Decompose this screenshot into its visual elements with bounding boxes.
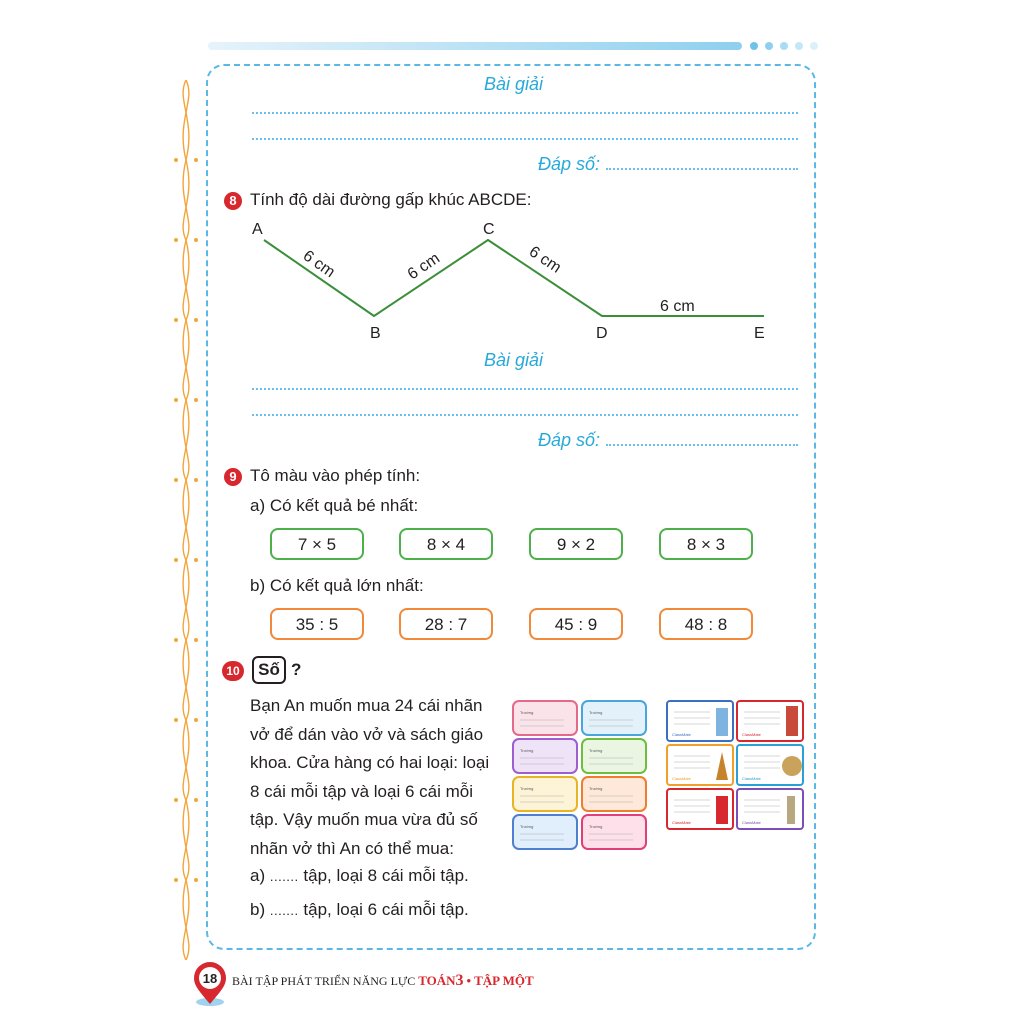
problem-line: vở để dán vào vở và sách giáo <box>250 724 484 744</box>
answer-a-prefix: a) <box>250 866 266 885</box>
label-sticker-set-1 <box>512 700 648 852</box>
segment-cd-label: 6 cm <box>525 243 565 277</box>
expression-box[interactable]: 45 : 9 <box>529 608 623 640</box>
problem-line: khoa. Cửa hàng có hai loại: loại <box>250 753 490 772</box>
expression-box[interactable]: 9 × 2 <box>529 528 623 560</box>
footer-volume: TẬP MỘT <box>474 973 534 988</box>
footer-grade: 3 <box>455 972 464 989</box>
part-b-label: b) Có kết quả lớn nhất: <box>250 576 424 595</box>
so-label-box: Số <box>252 656 286 684</box>
answer-a-suffix: tập, loại 8 cái mỗi tập. <box>303 866 469 885</box>
answer-b <box>250 900 469 920</box>
sticker-brand: ClassMate <box>672 820 691 825</box>
footer-title <box>232 972 534 990</box>
answer-b-prefix: b) <box>250 900 266 919</box>
expression-box[interactable]: 7 × 5 <box>270 528 364 560</box>
expression-box[interactable]: 28 : 7 <box>399 608 493 640</box>
label-sticker-set-2 <box>666 700 804 832</box>
problem-text <box>250 692 510 863</box>
part-a-label: a) Có kết quả bé nhất: <box>250 496 419 515</box>
top-dot <box>765 42 773 50</box>
question-number: 9 <box>224 468 242 486</box>
answer-line[interactable] <box>252 138 798 140</box>
top-dot <box>750 42 758 50</box>
sticker-text: Trường <box>589 748 603 753</box>
sticker-text: Trường <box>520 824 534 829</box>
question-number: 10 <box>222 661 244 681</box>
segment-de-label: 6 cm <box>660 298 695 315</box>
sticker-brand: ClassMate <box>742 820 761 825</box>
expression-box[interactable]: 48 : 8 <box>659 608 753 640</box>
footer-series: BÀI TẬP PHÁT TRIỂN NĂNG LỰC <box>232 974 416 988</box>
polyline-diagram <box>240 214 780 344</box>
answer-label: Đáp số: <box>538 154 601 174</box>
problem-line: tập. Vậy muốn mua vừa đủ số <box>250 810 478 829</box>
answer-line[interactable] <box>252 112 798 114</box>
expression-box[interactable]: 8 × 3 <box>659 528 753 560</box>
sticker-text: Trường <box>589 824 603 829</box>
expression-box[interactable]: 35 : 5 <box>270 608 364 640</box>
page-number-pin-icon <box>188 960 232 1008</box>
solution-heading: Bài giải <box>484 350 544 370</box>
question-prompt: Tô màu vào phép tính: <box>250 466 421 485</box>
expression-box[interactable]: 8 × 4 <box>399 528 493 560</box>
answer-b-suffix: tập, loại 6 cái mỗi tập. <box>303 900 469 919</box>
point-c-label: C <box>483 221 495 238</box>
question-prompt: Tính độ dài đường gấp khúc ABCDE: <box>250 190 532 209</box>
footer-subject: TOÁN <box>418 973 456 988</box>
answer-a-blank[interactable]: ....... <box>269 869 299 884</box>
point-b-label: B <box>370 325 381 342</box>
segment-bc-label: 6 cm <box>404 249 443 284</box>
question-mark: ? <box>291 660 302 679</box>
sticker-brand: ClassMate <box>742 732 761 737</box>
sticker-brand: ClassMate <box>672 732 691 737</box>
answer-line[interactable] <box>606 444 798 446</box>
top-progress-bar <box>208 42 742 50</box>
answer-line[interactable] <box>252 414 798 416</box>
sticker-text: Trường <box>589 710 603 715</box>
answer-line[interactable] <box>252 388 798 390</box>
footer-bullet: • <box>466 973 472 988</box>
point-a-label: A <box>252 221 263 238</box>
problem-line: Bạn An muốn mua 24 cái nhãn <box>250 696 483 715</box>
top-dot <box>795 42 803 50</box>
problem-line: 8 cái mỗi tập và loại 6 cái mỗi <box>250 781 473 801</box>
sticker-text: Trường <box>520 748 534 753</box>
point-e-label: E <box>754 325 765 342</box>
point-d-label: D <box>596 325 608 342</box>
answer-label: Đáp số: <box>538 430 601 450</box>
problem-line: nhãn vở thì An có thể mua: <box>250 838 454 858</box>
solution-heading: Bài giải <box>484 74 544 94</box>
segment-ab-label: 6 cm <box>299 247 338 282</box>
side-ornament-icon <box>172 80 200 960</box>
sticker-text: Trường <box>520 710 534 715</box>
sticker-brand: ClassMate <box>742 776 761 781</box>
answer-a <box>250 866 469 886</box>
answer-b-blank[interactable]: ....... <box>269 903 299 918</box>
question-number: 8 <box>224 192 242 210</box>
sticker-text: Trường <box>520 786 534 791</box>
answer-line[interactable] <box>606 168 798 170</box>
page-number: 18 <box>202 971 218 986</box>
top-dot <box>780 42 788 50</box>
sticker-text: Trường <box>589 786 603 791</box>
top-dot <box>810 42 818 50</box>
sticker-brand: ClassMate <box>672 776 691 781</box>
